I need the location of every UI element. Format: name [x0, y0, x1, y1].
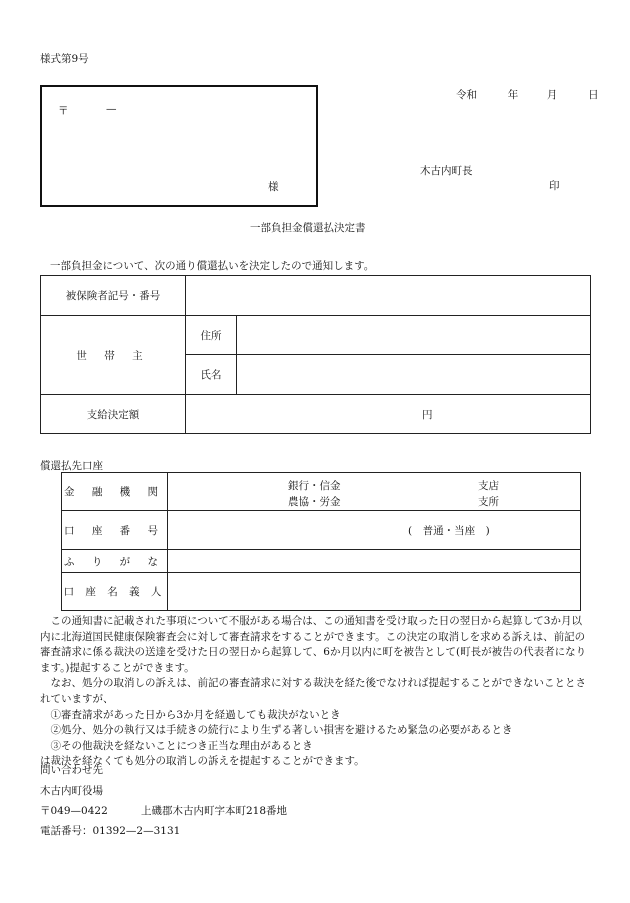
table-row: [41, 316, 591, 355]
contact-postal: 〒049—0422: [40, 805, 108, 817]
document-title: 一部負担金償還払決定書: [250, 222, 366, 234]
contact-office: 木古内町役場: [40, 785, 103, 797]
contact-heading: 問い合わせ先: [40, 764, 103, 776]
furigana-value: [168, 550, 581, 573]
account-holder-label: 口 座 名 義 人: [62, 573, 168, 611]
postal-mark: 〒: [58, 105, 69, 117]
account-number-label: 口 座 番 号: [62, 511, 168, 550]
issuer-seal: 印: [549, 180, 560, 192]
table-row: [41, 395, 591, 434]
date-year: 年: [507, 89, 519, 101]
notice-paragraph-1: この通知書に記載された事項について不服がある場合は、この通知書を受け取った日の翌日から起算して3か月以内に北海道国民健康保険審査会に対して審査請求をすることができます。この決定の取消しを求める訴えは、前記の審査請求に係る裁決の送達を受けた日の翌日から起算して、6か月以内に町を被告として(町長が被告の代表者になります。)提起することができます。: [40, 615, 587, 674]
bank-label: 金 融 機 関: [62, 473, 168, 511]
account-heading: 償還払先口座: [40, 460, 103, 472]
form-number: 様式第9号: [40, 53, 89, 65]
date-month: 月: [546, 89, 558, 101]
amount-label: 支給決定額: [41, 395, 186, 434]
bank-type-2: 農協・労金: [288, 495, 341, 508]
notice-item-2: ②処分、処分の執行又は手続きの続行により生ずる著しい損害を避けるため緊急の必要があるとき: [40, 724, 513, 737]
table-row: [62, 573, 581, 611]
contact-phone: 電話番号：01392—2—3131: [40, 825, 181, 837]
date-line: [456, 87, 599, 102]
recipient-address-box: [40, 85, 318, 207]
intro-text: 一部負担金について、次の通り償還払いを決定したので通知します。: [50, 260, 375, 272]
insured-number-value: [186, 276, 591, 316]
amount-value: [186, 395, 591, 434]
furigana-label: ふ り が な: [62, 550, 168, 573]
name-value: [237, 355, 591, 395]
account-type: ( 普通・当座 ): [408, 524, 490, 537]
appeal-notice: [40, 614, 592, 770]
branch-1: 支店: [478, 479, 499, 492]
address-value: [237, 316, 591, 355]
bank-type-1: 銀行・信金: [288, 479, 341, 492]
account-holder-value: [168, 573, 581, 611]
table-row: [62, 511, 581, 550]
branch-2: 支所: [478, 495, 499, 508]
household-head-label: 世 帯 主: [41, 316, 186, 395]
address-label: 住所: [186, 316, 237, 355]
notice-item-3: ③その他裁決を経ないことにつき正当な理由があるとき: [40, 739, 313, 752]
notice-paragraph-3: は裁決を経なくても処分の取消しの訴えを提起することができます。: [40, 755, 365, 768]
amount-unit: 円: [422, 408, 433, 421]
name-label: 氏名: [186, 355, 237, 395]
account-number-value: [168, 511, 581, 550]
notice-item-1: ①審査請求があった日から3か月を経過しても裁決がないとき: [40, 708, 341, 721]
postal-dash: —: [106, 103, 117, 115]
decision-table: [40, 275, 591, 434]
table-row: [41, 276, 591, 316]
date-era: 令和: [456, 89, 477, 101]
table-row: [62, 550, 581, 573]
bank-value: [168, 473, 581, 511]
recipient-honorific: 様: [268, 181, 279, 193]
table-row: [62, 473, 581, 511]
date-day: 日: [588, 89, 599, 101]
insured-number-label: 被保険者記号・番号: [41, 276, 186, 316]
contact-address: 上磯郡木古内町字本町218番地: [141, 805, 288, 817]
account-table: [61, 472, 581, 611]
notice-paragraph-2: なお、処分の取消しの訴えは、前記の審査請求に対する裁決を経た後でなければ提起することができないこととされていますが、: [40, 677, 586, 705]
issuer-title: 木古内町長: [420, 165, 473, 177]
